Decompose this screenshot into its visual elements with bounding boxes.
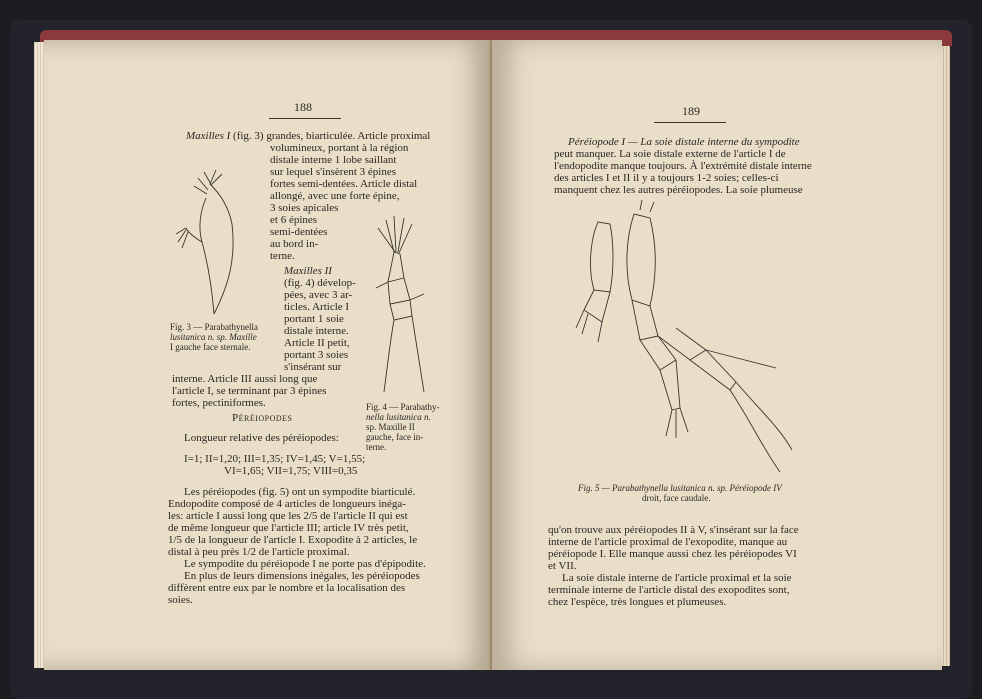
fig4-caption-line: gauche, face in- xyxy=(366,432,424,442)
body-line: En plus de leurs dimensions inégales, les péréiopodes xyxy=(184,570,420,582)
fig5-caption-line: Fig. 5 — Parabathynella lusitanica n. sp. Péréiopode IV xyxy=(578,483,782,493)
top-line: manquent chez les autres péréiopodes. La soie plumeuse xyxy=(554,184,803,196)
maxilles-i-line: Maxilles I (fig. 3) grandes, biarticulée. Article proximal xyxy=(186,130,431,142)
bottom-line: interne de l'article proximal de l'exopodite, manque au xyxy=(548,536,788,548)
maxilles-i-line: 3 soies apicales xyxy=(270,202,339,214)
body-line: 1/5 de la longueur de l'article I. Exopodite à 2 articles, le xyxy=(168,534,418,546)
left-page xyxy=(44,40,492,670)
top-line: Péréiopode I — La soie distale interne du sympodite xyxy=(568,136,800,148)
body-line: Le sympodite du péréiopode I ne porte pas d'épipodite. xyxy=(184,558,426,570)
fig4-caption-line: nella lusitanica n. xyxy=(366,412,431,422)
maxilles-ii-line: portant 1 soie xyxy=(284,313,344,325)
ratios-line: I=1; II=1,20; III=1,35; IV=1,45; V=1,55; xyxy=(184,453,366,465)
fig4-maxilla-drawing xyxy=(374,212,434,397)
bottom-line: terminale interne de l'article distal des exopodites sont, xyxy=(548,584,790,596)
maxilles-ii-line: ticles. Article I xyxy=(284,301,350,313)
ratios-line: VI=1,65; VII=1,75; VIII=0,35 xyxy=(224,465,358,477)
maxilles-i-line: terne. xyxy=(270,250,295,262)
fig3-caption-line: I gauche face sternale. xyxy=(170,342,251,352)
maxilles-i-line: distale interne 1 lobe saillant xyxy=(270,154,397,166)
page-number-right: 189 xyxy=(682,104,700,118)
body-line: de même longueur que l'article III; article IV très petit, xyxy=(168,522,409,534)
maxilles-i-line: fortes semi-dentées. Article distal xyxy=(270,178,418,190)
maxilles-i-label: Maxilles I xyxy=(186,130,231,142)
longueur-line: Longueur relative des péréiopodes: xyxy=(184,432,339,444)
right-page xyxy=(492,40,942,670)
continuation-line: interne. Article III aussi long que xyxy=(172,373,318,385)
page-number-rule xyxy=(269,118,341,119)
page-number-left: 188 xyxy=(294,100,312,114)
maxilles-i-line: et 6 épines xyxy=(270,214,318,226)
maxilles-i-line: volumineux, portant à la région xyxy=(270,142,409,154)
body-line: Endopodite composé de 4 articles de longueurs inéga- xyxy=(168,498,406,510)
top-line: peut manquer. La soie distale externe de l'article I de xyxy=(554,148,786,160)
fig4-caption-line: terne. xyxy=(366,442,387,452)
body-line: diffèrent entre eux par le nombre et la localisation des xyxy=(168,582,406,594)
maxilles-i-line: sur lequel s'insèrent 3 épines xyxy=(270,166,397,178)
body-line: Les péréiopodes (fig. 5) ont un sympodite biarticulé. xyxy=(184,486,416,498)
top-line: des articles I et II il y a toujours 1-2 soies; celles-ci xyxy=(554,172,779,184)
bottom-line: qu'on trouve aux péréiopodes II à V, s'insérant sur la face xyxy=(548,524,799,536)
body-line: distal à peu près 1/2 de l'article proximal. xyxy=(168,546,350,558)
bottom-line: La soie distale interne de l'article proximal et la soie xyxy=(562,572,792,584)
maxilles-i-line: semi-dentées xyxy=(270,226,328,238)
bottom-line: péréiopode I. Elle manque aussi chez les péréiopodes VI xyxy=(548,548,797,560)
fig5-caption-line: droit, face caudale. xyxy=(642,493,711,503)
bottom-line: chez l'espèce, très longues et plumeuses. xyxy=(548,596,727,608)
section-heading: Péréiopodes xyxy=(232,412,293,424)
maxilles-i-line: allongé, avec une forte épine, xyxy=(270,190,400,202)
top-line: l'endopodite manque toujours. À l'extrémité distale interne xyxy=(554,160,812,172)
fig4-caption-line: Fig. 4 — Parabathy- xyxy=(366,402,440,412)
maxilles-i-line: au bord in- xyxy=(270,238,319,250)
maxilles-ii-line: (fig. 4) dévelop- xyxy=(284,277,356,289)
fig5-pereiopod-drawing xyxy=(580,210,800,470)
body-line: les: article I aussi long que les 2/5 de l'article II qui est xyxy=(168,510,408,522)
maxilles-ii-line: pées, avec 3 ar- xyxy=(284,289,353,301)
fig3-caption-line: lusitanica n. sp. Maxille xyxy=(170,332,257,342)
body-line: soies. xyxy=(168,594,193,606)
maxilles-ii-line: distale interne. xyxy=(284,325,349,337)
continuation-line: fortes, pectiniformes. xyxy=(172,397,266,409)
continuation-line: l'article I, se terminant par 3 épines xyxy=(172,385,327,397)
fig3-maxilla-drawing xyxy=(174,164,269,324)
maxilles-ii-line: portant 3 soies xyxy=(284,349,349,361)
fig3-caption-line: Fig. 3 — Parabathynella xyxy=(170,322,258,332)
maxilles-ii-line: s'insérant sur xyxy=(284,361,342,373)
bottom-line: et VII. xyxy=(548,560,577,572)
maxilles-ii-label: Maxilles II xyxy=(284,265,332,277)
fig4-caption-line: sp. Maxille II xyxy=(366,422,415,432)
page-number-rule xyxy=(654,122,726,123)
maxilles-ii-line: Article II petit, xyxy=(284,337,350,349)
